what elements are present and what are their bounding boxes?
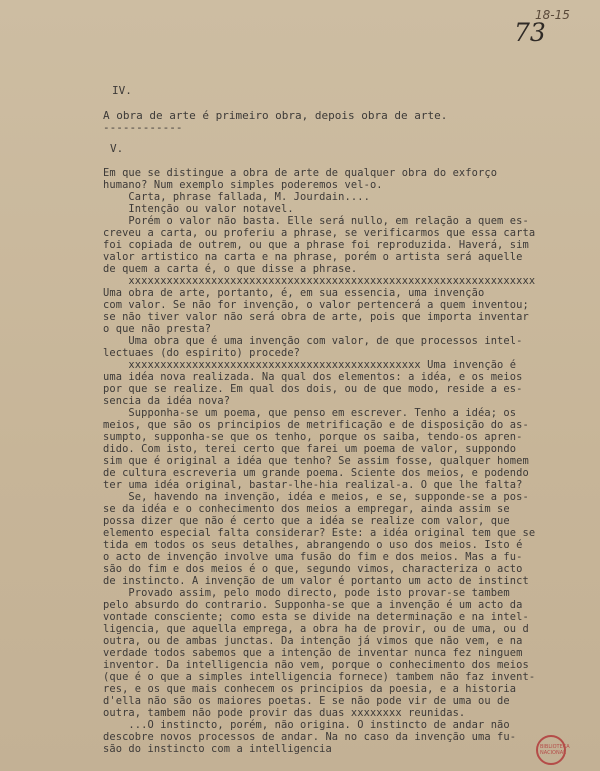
body-line: Uma obra de arte, portanto, é, em sua essencia, uma invenção — [103, 287, 485, 299]
body-line: Supponha-se um poema, que penso em escrever. Tenho a idéa; os — [103, 407, 517, 419]
body-line: creveu a carta, ou proferiu a phrase, se verificarmos que essa carta — [103, 227, 536, 239]
body-line: descobre novos processos de andar. Na no caso da invenção uma fu- — [103, 731, 517, 743]
section-iv-text: A obra de arte é primeiro obra, depois obra de arte. — [103, 109, 448, 122]
body-line: possa dizer que não é certo que a idéa se realize com valor, que — [103, 515, 510, 527]
body-line: sim que é original a idéa que tenho? Se assim fosse, qualquer homem — [103, 455, 529, 467]
body-line: outra, tambem não pode provir das duas xxxxxxxx reunidas. — [103, 707, 466, 719]
body-line: ...O instincto, porém, não origina. O instincto de andar não — [103, 719, 510, 731]
body-line: verdade todos sabemos que a intenção de inventar nunca fez ninguem — [103, 647, 523, 659]
body-line: de quem a carta é, o que disse a phrase. — [103, 263, 358, 275]
body-line: res, e os que mais conhecem os principios da poesia, e a historia — [103, 683, 517, 695]
section-iv-heading: IV. — [112, 84, 132, 97]
body-line: por que se realize. Em qual dos dois, ou de que modo, reside a es- — [103, 383, 523, 395]
archive-reference: 18-15 — [535, 8, 570, 22]
body-line: Carta, phrase fallada, M. Jourdain.... — [103, 191, 370, 203]
body-line: elemento especial falta considerar? Este: a idéa original tem que se — [103, 527, 536, 539]
body-line: sumpto, supponha-se que os tenho, porque os saiba, tendo-os apren- — [103, 431, 523, 443]
body-line: d'ella não são os maiores poetas. E se não pode vir de uma ou de — [103, 695, 510, 707]
body-line: Porém o valor não basta. Elle será nullo, em relação a quem es- — [103, 215, 529, 227]
page-number: 73 — [514, 18, 546, 47]
body-line: (que é o que a simples intelligencia fornece) tambem não faz invent- — [103, 671, 536, 683]
body-line: dido. Com isto, terei certo que farei um poema de valor, suppondo — [103, 443, 517, 455]
body-line: de instincto. A invenção de um valor é portanto um acto de instinct — [103, 575, 529, 587]
body-line: com valor. Se não for invenção, o valor pertencerá a quem inventou; — [103, 299, 529, 311]
body-line: uma idéa nova realizada. Na qual dos elementos: a idéa, e os meios — [103, 371, 523, 383]
body-line: Se, havendo na invenção, idéa e meios, e se, supponde-se a pos- — [103, 491, 529, 503]
body-line: humano? Num exemplo simples poderemos vel-o. — [103, 179, 383, 191]
body-line: Em que se distingue a obra de arte de qualquer obra do exforço — [103, 167, 498, 179]
body-line: Intenção ou valor notavel. — [103, 203, 294, 215]
section-v-heading: V. — [110, 142, 124, 155]
body-line: são do instincto com a intelligencia — [103, 743, 332, 755]
body-line: pelo absurdo do contrario. Supponha-se que a invenção é um acto da — [103, 599, 523, 611]
body-line: foi copiada de outrem, ou que a phrase foi reproduzida. Haverá, sim — [103, 239, 529, 251]
body-line: ter uma idéa original, bastar-lhe-hia realizal-a. O que lhe falta? — [103, 479, 523, 491]
body-line: lectuaes (do espirito) procede? — [103, 347, 301, 359]
body-line: tida em todos os seus detalhes, abrangendo o uso dos meios. Isto é — [103, 539, 523, 551]
section-iv-underline: ------------ — [103, 121, 183, 134]
body-line: se não tiver valor não será obra de arte, pois que importa inventar — [103, 311, 529, 323]
body-line: inventor. Da intelligencia não vem, porque o conhecimento dos meios — [103, 659, 529, 671]
body-line: de cultura escreveria um grande poema. Sciente dos meios, e podendo — [103, 467, 529, 479]
body-line: valor artistico na carta e na phrase, porém o artista será aquelle — [103, 251, 523, 263]
body-line: xxxxxxxxxxxxxxxxxxxxxxxxxxxxxxxxxxxxxxxxxxxxxx Uma invenção é — [103, 359, 517, 371]
body-line: o acto de invenção involve uma fusão do fim e dos meios. Mas a fu- — [103, 551, 523, 563]
body-line: Provado assim, pelo modo directo, pode isto provar-se tambem — [103, 587, 510, 599]
body-line: são do fim e dos meios é o que, segundo vimos, characteriza o acto — [103, 563, 523, 575]
body-line: meios, que são os principios de metrificação e de disposição do as- — [103, 419, 529, 431]
library-stamp: BIBLIOTECA NACIONAL — [536, 735, 566, 765]
body-line: ligencia, que aquella emprega, a obra ha de provir, ou de uma, ou d — [103, 623, 529, 635]
body-line: se da idéa e o conhecimento dos meios a empregar, ainda assim se — [103, 503, 510, 515]
body-line: Uma obra que é uma invenção com valor, de que processos intel- — [103, 335, 523, 347]
body-line: outra, ou de ambas junctas. Da intenção já vimos que não vem, e na — [103, 635, 523, 647]
body-line: o que não presta? — [103, 323, 212, 335]
body-line: vontade consciente; como esta se divide na determinação e na intel- — [103, 611, 529, 623]
body-line: xxxxxxxxxxxxxxxxxxxxxxxxxxxxxxxxxxxxxxxxxxxxxxxxxxxxxxxxxxxxxxxx — [103, 275, 536, 287]
body-line: sencia da idéa nova? — [103, 395, 231, 407]
